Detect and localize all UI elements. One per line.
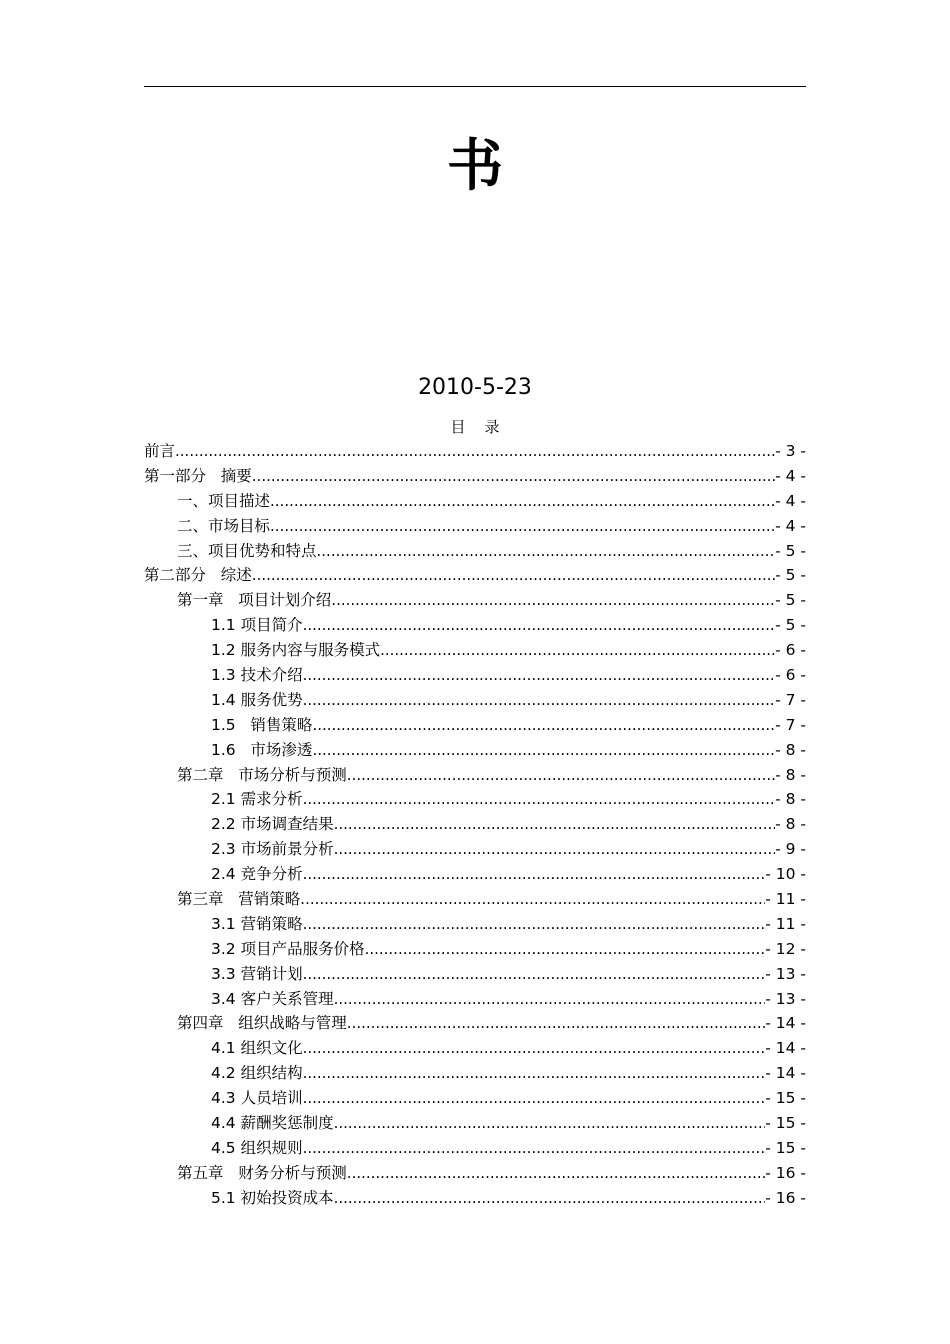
toc-entry-title: 2.1 需求分析	[211, 790, 303, 809]
toc-entry[interactable]	[144, 613, 806, 638]
toc-entry-page: - 4 -	[775, 466, 806, 485]
header-rule	[144, 86, 806, 87]
toc-entry[interactable]	[144, 812, 806, 837]
toc-entry-title: 一、项目描述	[177, 491, 271, 510]
toc-entry-page: - 8 -	[775, 740, 806, 759]
toc-dot-leader	[175, 439, 775, 463]
toc-entry-page: - 16 -	[765, 1188, 806, 1207]
toc-dot-leader	[303, 912, 766, 936]
toc-entry[interactable]	[144, 539, 806, 564]
toc-dot-leader	[347, 763, 775, 787]
toc-entry-page: - 4 -	[775, 516, 806, 535]
toc-dot-leader	[303, 1061, 766, 1085]
toc-entry[interactable]	[144, 987, 806, 1012]
toc-entry-title: 第二部分 综述	[144, 566, 252, 585]
toc-entry[interactable]	[144, 787, 806, 812]
toc-entry-title: 第五章 财务分析与预测	[177, 1163, 347, 1182]
toc-entry-title: 1.1 项目简介	[211, 616, 303, 635]
toc-dot-leader	[252, 464, 775, 488]
toc-entry-page: - 5 -	[775, 616, 806, 635]
toc-dot-leader	[347, 1011, 765, 1035]
toc-entry[interactable]	[144, 489, 806, 514]
toc-entry[interactable]	[144, 937, 806, 962]
toc-entry[interactable]	[144, 962, 806, 987]
toc-entry[interactable]	[144, 1061, 806, 1086]
toc-entry[interactable]	[144, 738, 806, 763]
toc-entry-page: - 8 -	[775, 790, 806, 809]
toc-entry-page: - 12 -	[765, 939, 806, 958]
toc-dot-leader	[380, 638, 775, 662]
toc-entry[interactable]	[144, 1161, 806, 1186]
toc-dot-leader	[303, 787, 776, 811]
toc-entry-page: - 14 -	[765, 1014, 806, 1033]
toc-dot-leader	[365, 937, 766, 961]
toc-entry[interactable]	[144, 837, 806, 862]
toc-entry[interactable]	[144, 563, 806, 588]
toc-entry-page: - 4 -	[775, 491, 806, 510]
toc-entry[interactable]	[144, 688, 806, 713]
toc-entry-title: 第二章 市场分析与预测	[177, 765, 347, 784]
toc-dot-leader	[303, 1136, 766, 1160]
toc-entry-page: - 6 -	[775, 666, 806, 685]
toc-dot-leader	[303, 613, 776, 637]
toc-entry-title: 1.2 服务内容与服务模式	[211, 641, 381, 660]
toc-entry-page: - 15 -	[765, 1089, 806, 1108]
toc-entry-title: 第四章 组织战略与管理	[177, 1014, 347, 1033]
toc-entry-title: 2.2 市场调查结果	[211, 815, 334, 834]
toc-entry-title: 第一部分 摘要	[144, 466, 252, 485]
toc-dot-leader	[312, 738, 775, 762]
toc-entry-title: 2.3 市场前景分析	[211, 840, 334, 859]
toc-entry-title: 二、市场目标	[177, 516, 271, 535]
toc-entry[interactable]	[144, 663, 806, 688]
toc-entry-page: - 13 -	[765, 989, 806, 1008]
toc-dot-leader	[312, 713, 775, 737]
toc-dot-leader	[303, 1086, 766, 1110]
toc-entry-title: 3.2 项目产品服务价格	[211, 939, 365, 958]
toc-heading: 目 录	[450, 418, 500, 436]
toc-entry-page: - 10 -	[765, 865, 806, 884]
toc-entry[interactable]	[144, 763, 806, 788]
toc-dot-leader	[300, 887, 765, 911]
toc-dot-leader	[334, 1111, 766, 1135]
toc-dot-leader	[334, 812, 776, 836]
toc-dot-leader	[334, 987, 766, 1011]
toc-entry[interactable]	[144, 514, 806, 539]
cover-title: 书	[447, 134, 503, 199]
toc-entry-title: 4.5 组织规则	[211, 1138, 303, 1157]
toc-entry[interactable]	[144, 638, 806, 663]
toc-entry-title: 1.6 市场渗透	[211, 740, 313, 759]
toc-entry-page: - 15 -	[765, 1138, 806, 1157]
toc-entry[interactable]	[144, 887, 806, 912]
toc-entry-title: 3.3 营销计划	[211, 964, 303, 983]
toc-entry[interactable]	[144, 1111, 806, 1136]
table-of-contents	[144, 439, 806, 1211]
toc-entry-page: - 9 -	[775, 840, 806, 859]
toc-dot-leader	[334, 837, 776, 861]
toc-entry[interactable]	[144, 713, 806, 738]
toc-dot-leader	[334, 1186, 766, 1210]
toc-entry-page: - 7 -	[775, 690, 806, 709]
toc-entry[interactable]	[144, 1086, 806, 1111]
toc-dot-leader	[270, 489, 775, 513]
toc-entry-page: - 3 -	[775, 442, 806, 460]
toc-entry-title: 3.1 营销策略	[211, 914, 303, 933]
toc-entry[interactable]	[144, 588, 806, 613]
toc-entry-title: 三、项目优势和特点	[177, 541, 317, 560]
toc-entry-title: 2.4 竞争分析	[211, 865, 303, 884]
toc-entry-title: 第三章 营销策略	[177, 890, 301, 909]
toc-entry-title: 4.3 人员培训	[211, 1089, 303, 1108]
toc-entry-title: 4.4 薪酬奖惩制度	[211, 1114, 334, 1133]
toc-dot-leader	[317, 539, 776, 563]
document-date: 2010-5-23	[418, 375, 532, 400]
toc-entry-title: 1.3 技术介绍	[211, 666, 303, 685]
toc-entry-page: - 11 -	[765, 914, 806, 933]
toc-entry-page: - 14 -	[765, 1064, 806, 1083]
toc-entry-title: 4.2 组织结构	[211, 1064, 303, 1083]
toc-entry-page: - 7 -	[775, 715, 806, 734]
toc-entry[interactable]	[144, 1036, 806, 1061]
toc-dot-leader	[303, 1036, 766, 1060]
toc-entry-title: 4.1 组织文化	[211, 1039, 303, 1058]
toc-dot-leader	[303, 663, 776, 687]
toc-entry[interactable]	[144, 1011, 806, 1036]
toc-entry-page: - 16 -	[765, 1163, 806, 1182]
toc-dot-leader	[347, 1161, 765, 1185]
toc-entry[interactable]	[144, 912, 806, 937]
toc-dot-leader	[303, 862, 766, 886]
toc-entry-page: - 13 -	[765, 964, 806, 983]
toc-entry[interactable]	[144, 464, 806, 489]
toc-entry[interactable]	[144, 862, 806, 887]
toc-entry-title: 1.5 销售策略	[211, 715, 313, 734]
toc-entry-title: 3.4 客户关系管理	[211, 989, 334, 1008]
toc-entry-page: - 5 -	[775, 566, 806, 585]
toc-dot-leader	[252, 563, 775, 587]
toc-entry-page: - 15 -	[765, 1114, 806, 1133]
toc-entry-page: - 8 -	[775, 765, 806, 784]
toc-entry-title: 1.4 服务优势	[211, 690, 303, 709]
toc-entry-title: 5.1 初始投资成本	[211, 1188, 334, 1207]
toc-entry-page: - 5 -	[775, 541, 806, 560]
toc-entry-page: - 6 -	[775, 641, 806, 660]
toc-entry[interactable]	[144, 1186, 806, 1211]
toc-entry[interactable]	[144, 439, 806, 464]
toc-entry-title: 前言	[144, 442, 176, 460]
toc-entry-page: - 8 -	[775, 815, 806, 834]
toc-entry-page: - 14 -	[765, 1039, 806, 1058]
toc-entry[interactable]	[144, 1136, 806, 1161]
toc-dot-leader	[303, 962, 766, 986]
toc-entry-page: - 11 -	[765, 890, 806, 909]
toc-entry-page: - 5 -	[775, 591, 806, 610]
toc-dot-leader	[270, 514, 775, 538]
toc-entry-title: 第一章 项目计划介绍	[177, 591, 332, 610]
toc-dot-leader	[331, 588, 775, 612]
toc-dot-leader	[303, 688, 776, 712]
